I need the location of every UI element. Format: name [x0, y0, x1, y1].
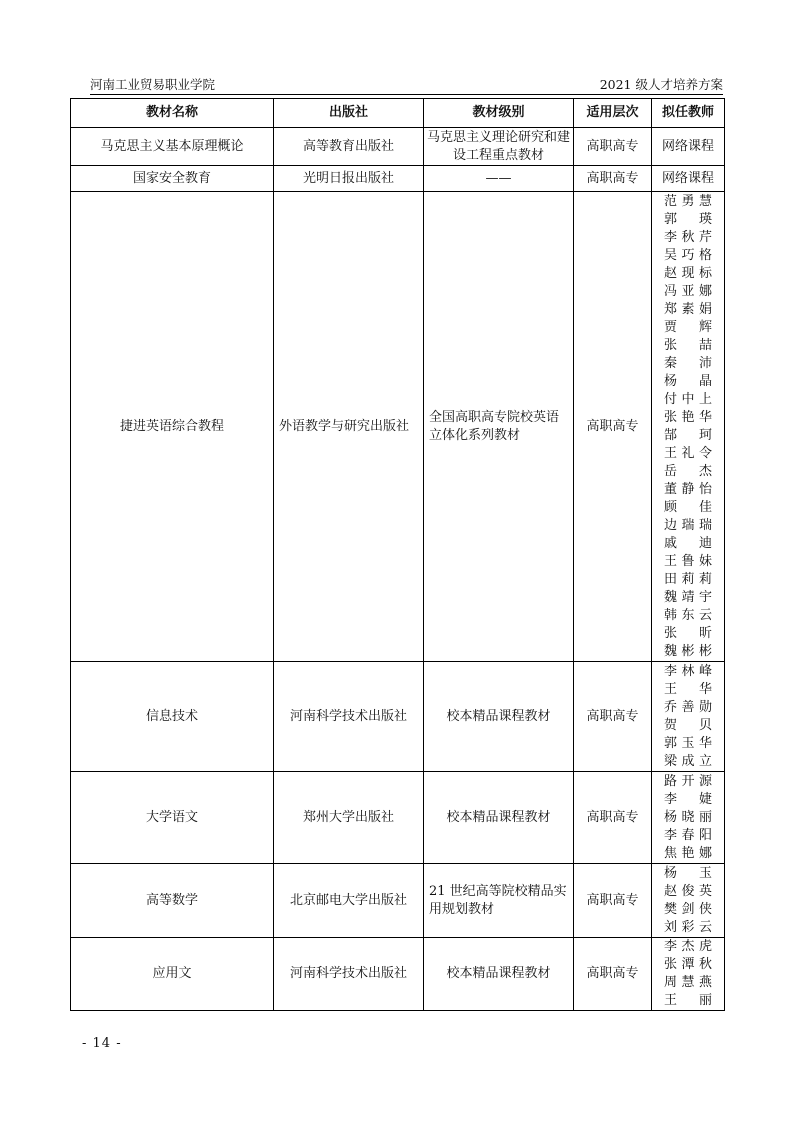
- teacher-name: 范勇慧: [664, 193, 712, 209]
- teacher-name: 贺 贝: [664, 717, 712, 733]
- cell-textbook-name: 捷进英语综合教程: [71, 192, 274, 662]
- cell-textbook-name: 信息技术: [71, 662, 274, 772]
- teacher-name: 吴巧格: [664, 247, 712, 263]
- cell-publisher: 北京邮电大学出版社: [274, 864, 424, 938]
- table-row: [71, 192, 725, 662]
- col-header-publisher: 出版社: [274, 99, 424, 128]
- teacher-name: 王鲁妹: [664, 553, 712, 569]
- teacher-name: 刘彩云: [664, 919, 712, 935]
- teacher-name: 乔善勋: [664, 699, 712, 715]
- cell-level: 21 世纪高等院校精品实用规划教材: [424, 864, 574, 938]
- cell-tier: 高职高专: [574, 772, 652, 864]
- cell-level: 校本精品课程教材: [424, 662, 574, 772]
- cell-textbook-name: 高等数学: [71, 864, 274, 938]
- cell-level: 校本精品课程教材: [424, 772, 574, 864]
- cell-level: 校本精品课程教材: [424, 938, 574, 1011]
- cell-tier: 高职高专: [574, 938, 652, 1011]
- teacher-name: 樊剑侠: [664, 901, 712, 917]
- cell-level: ——: [424, 166, 574, 192]
- teacher-name: 魏靖宇: [664, 589, 712, 605]
- teacher-name: 杨 晶: [664, 373, 712, 389]
- page-header: [90, 78, 723, 92]
- cell-level: 全国高职高专院校英语立体化系列教材: [424, 192, 574, 662]
- cell-teachers: [652, 662, 725, 772]
- cell-teachers: [652, 166, 725, 192]
- table-row: [71, 128, 725, 166]
- teacher-name: 张 昕: [664, 625, 712, 641]
- cell-textbook-name: 国家安全教育: [71, 166, 274, 192]
- teacher-name: 魏彬彬: [664, 643, 712, 659]
- teacher-name: 贾 辉: [664, 319, 712, 335]
- teacher-name: 张 喆: [664, 337, 712, 353]
- table-header-row: [71, 99, 725, 128]
- cell-publisher: 外语教学与研究出版社: [274, 192, 424, 662]
- cell-teachers: [652, 938, 725, 1011]
- teacher-name: 秦 沛: [664, 355, 712, 371]
- teacher-name: 周慧燕: [664, 975, 712, 990]
- teacher-name: 边瑞瑞: [664, 517, 712, 533]
- teacher-name: 张潭秋: [664, 957, 712, 972]
- table-row: [71, 864, 725, 938]
- cell-textbook-name: 应用文: [71, 938, 274, 1011]
- teacher-name: 田莉莉: [664, 571, 712, 587]
- cell-teachers: [652, 128, 725, 166]
- teacher-name: 王 丽: [664, 993, 712, 1008]
- teacher-name: 岳 杰: [664, 463, 712, 479]
- teacher-name: 郭 瑛: [664, 211, 712, 227]
- cell-tier: 高职高专: [574, 864, 652, 938]
- teacher-name: 赵现标: [664, 265, 712, 281]
- cell-tier: 高职高专: [574, 662, 652, 772]
- teacher-name: 梁成立: [664, 753, 712, 769]
- teacher-name: 李 婕: [664, 791, 712, 807]
- table-row: [71, 772, 725, 864]
- teacher-name: 李春阳: [664, 827, 712, 843]
- textbook-table: [70, 98, 725, 1011]
- teacher-name: 网络课程: [661, 170, 714, 186]
- teacher-name: 李林峰: [664, 663, 712, 679]
- cell-tier: 高职高专: [574, 128, 652, 166]
- col-header-tier: 适用层次: [574, 99, 652, 128]
- cell-publisher: 河南科学技术出版社: [274, 938, 424, 1011]
- cell-teachers: [652, 772, 725, 864]
- cell-textbook-name: 马克思主义基本原理概论: [71, 128, 274, 166]
- teacher-name: 张艳华: [664, 409, 712, 425]
- cell-tier: 高职高专: [574, 192, 652, 662]
- header-rule: [90, 94, 723, 95]
- teacher-name: 赵俊英: [664, 883, 712, 899]
- col-header-name: 教材名称: [71, 99, 274, 128]
- teacher-name: 董静怡: [664, 481, 712, 497]
- col-header-level: 教材级别: [424, 99, 574, 128]
- cell-teachers: [652, 192, 725, 662]
- teacher-name: 郭玉华: [664, 735, 712, 751]
- header-school: 河南工业贸易职业学院: [90, 77, 216, 92]
- teacher-name: 路开源: [664, 773, 712, 789]
- teacher-name: 李秋芹: [664, 229, 712, 245]
- teacher-name: 杨晓丽: [664, 809, 712, 825]
- cell-publisher: 光明日报出版社: [274, 166, 424, 192]
- teacher-name: 李杰虎: [664, 939, 712, 954]
- teacher-name: 郜 珂: [664, 427, 712, 443]
- table-row: [71, 166, 725, 192]
- col-header-teachers: 拟任教师: [652, 99, 725, 128]
- teacher-name: 王 华: [664, 681, 712, 697]
- table-row: [71, 662, 725, 772]
- teacher-name: 郑素娟: [664, 301, 712, 317]
- header-doc-title: 2021 级人才培养方案: [599, 77, 723, 92]
- page-number: - 14 -: [82, 1036, 122, 1051]
- teacher-name: 焦艳娜: [664, 845, 712, 861]
- cell-textbook-name: 大学语文: [71, 772, 274, 864]
- teacher-name: 网络课程: [661, 138, 714, 154]
- teacher-name: 王礼令: [664, 445, 712, 461]
- cell-tier: 高职高专: [574, 166, 652, 192]
- cell-level: 马克思主义理论研究和建设工程重点教材: [424, 128, 574, 166]
- teacher-name: 杨 玉: [664, 865, 712, 881]
- teacher-name: 韩东云: [664, 607, 712, 623]
- cell-publisher: 高等教育出版社: [274, 128, 424, 166]
- teacher-name: 冯亚娜: [664, 283, 712, 299]
- teacher-name: 顾 佳: [664, 499, 712, 515]
- table-row: [71, 938, 725, 1011]
- cell-teachers: [652, 864, 725, 938]
- teacher-name: 戚 迪: [664, 535, 712, 551]
- cell-publisher: 郑州大学出版社: [274, 772, 424, 864]
- teacher-name: 付中上: [664, 391, 712, 407]
- cell-publisher: 河南科学技术出版社: [274, 662, 424, 772]
